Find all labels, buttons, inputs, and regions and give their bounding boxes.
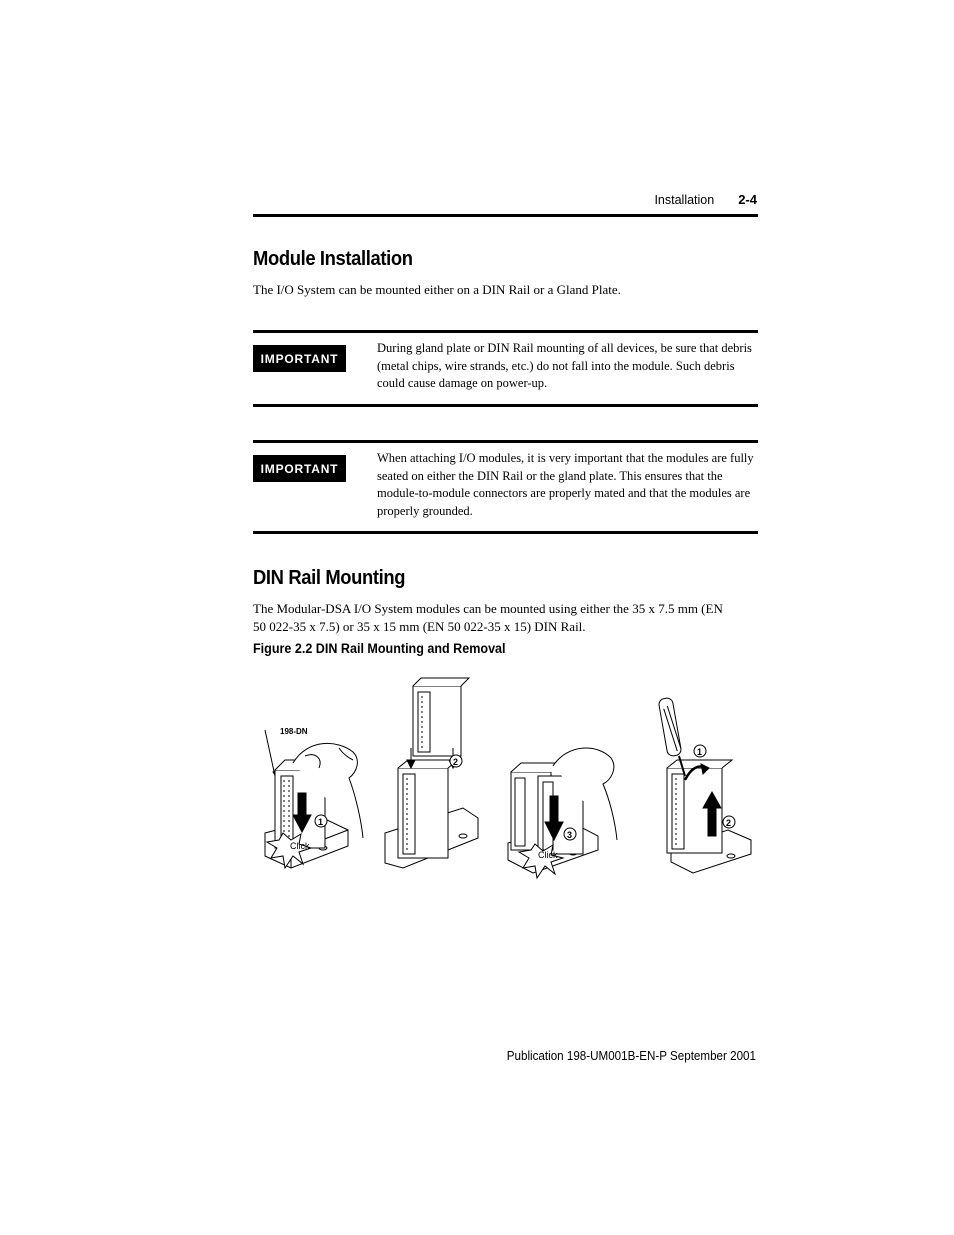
section-name: Installation [654, 193, 715, 207]
important-badge: IMPORTANT [253, 455, 346, 482]
click-label: Click [538, 850, 558, 860]
panel-4-removal [658, 697, 751, 873]
panel-2-stack [385, 678, 478, 868]
important-badge: IMPORTANT [253, 345, 346, 372]
step-2-label: 2 [453, 757, 459, 767]
publication-footer: Publication 198-UM001B-EN-P September 2001 [506, 1049, 756, 1063]
panel-3-adjacent [508, 748, 617, 878]
module-installation-heading: Module Installation [253, 248, 413, 270]
removal-step-2-label: 2 [726, 818, 732, 828]
click-label: Click [290, 841, 310, 851]
important-note-2 [253, 440, 758, 534]
removal-step-1-label: 1 [697, 747, 703, 757]
din-rail-heading: DIN Rail Mounting [253, 567, 406, 589]
page-number: 2-4 [738, 192, 757, 207]
part-label-198-dn: 198-DN [280, 727, 308, 736]
header-rule [253, 214, 758, 217]
important-note-1 [253, 330, 758, 407]
din-rail-body: The Modular-DSA I/O System modules can be mounted using either the 35 x 7.5 mm (EN 50 022-35 x 7.5) or 35 x 15 mm (EN 50 022-35 x 15) DIN Rail. [253, 601, 723, 634]
din-rail-figure [253, 668, 758, 883]
module-installation-intro: The I/O System can be mounted either on a DIN Rail or a Gland Plate. [253, 282, 621, 297]
important-note-text: During gland plate or DIN Rail mounting of all devices, be sure that debris (metal chips, wire strands, etc.) do not fall into the module. Such debris could cause damage on power-up. [377, 341, 752, 390]
important-note-text: When attaching I/O modules, it is very important that the modules are fully seated on either the DIN Rail or the gland plate. This ensures that the module-to-module connectors are properly mated and that the modules are properly grounded. [377, 451, 754, 518]
running-head [654, 192, 757, 207]
panel-1-mount [265, 727, 363, 868]
figure-caption: Figure 2.2 DIN Rail Mounting and Removal [253, 641, 506, 656]
step-3-label: 3 [567, 830, 573, 840]
step-1-label: 1 [318, 817, 324, 827]
